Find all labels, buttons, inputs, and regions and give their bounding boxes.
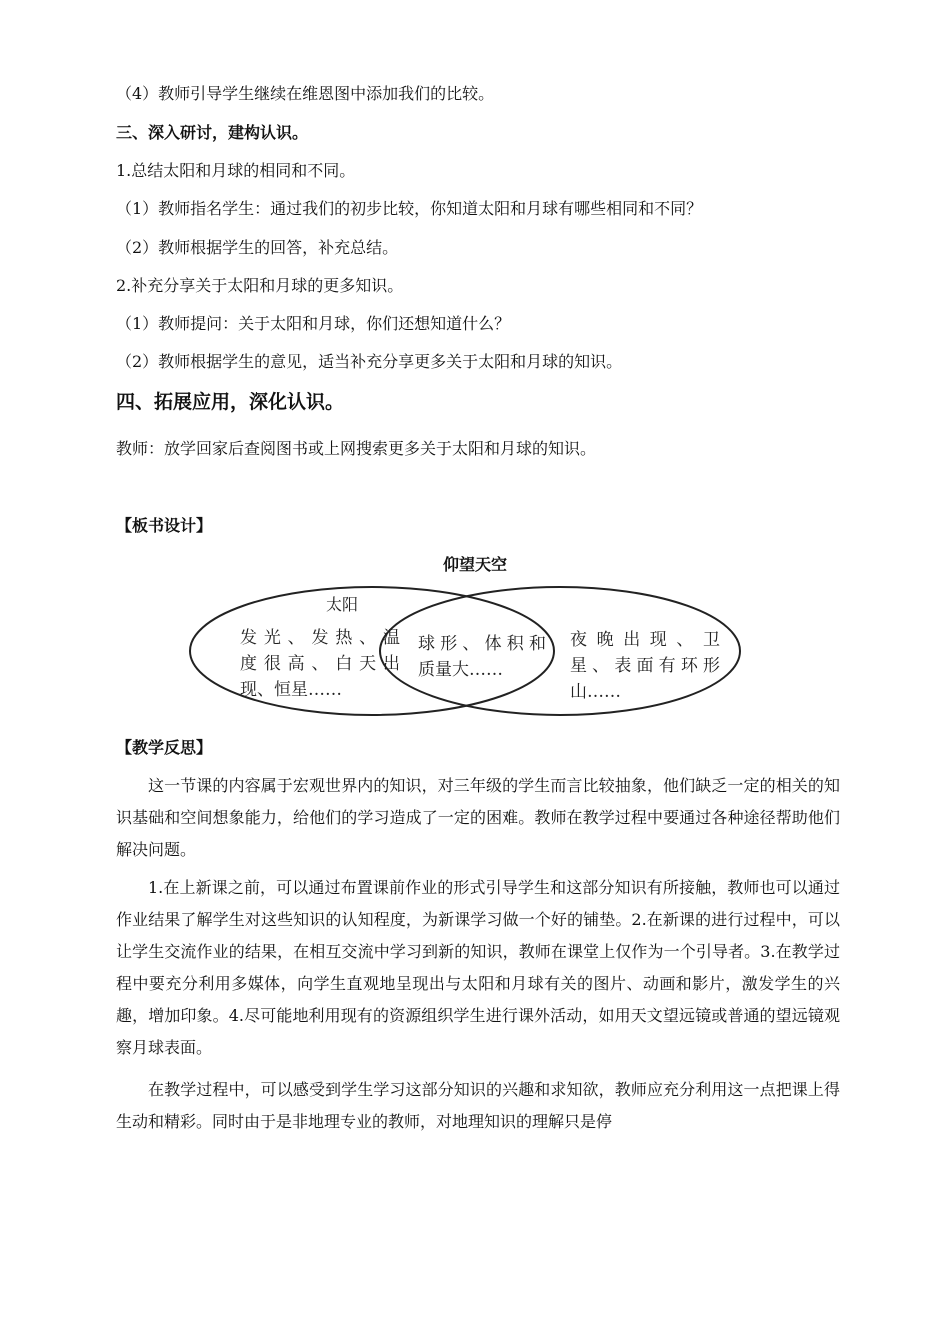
item-1-1-line: （1）教师指名学生：通过我们的初步比较，你知道太阳和月球有哪些相同和不同？ bbox=[116, 199, 703, 218]
item-2-1-line: （1）教师提问：关于太阳和月球，你们还想知道什么？ bbox=[116, 314, 511, 333]
board-title: 仰望天空 bbox=[442, 555, 507, 574]
venn-right-line-2: 星、表面有环形 bbox=[570, 656, 720, 676]
item-1-2-line: （2）教师根据学生的回答，补充总结。 bbox=[116, 238, 399, 257]
venn-right-line-1: 夜晚出现、卫 bbox=[570, 630, 720, 650]
reflection-paragraph-2: 1.在上新课之前，可以通过布置课前作业的形式引导学生和这部分知识有所接触，教师也可以通过作业结果了解学生对这些知识的认知程度，为新课学习做一个好的铺垫。2.在新课的进行过程中，可以让学生交流作业的结果，在相互交流中学习到新的知识，教师在课堂上仅作为一个引导者。3.在教学过程中要充分利用多媒体，向学生直观地呈现出与太阳和月球有关的图片、动画和影片，激发学生的兴趣，增加印象。4.尽可能地利用现有的资源组织学生进行课外活动，如用天文望远镜或普通的望远镜观察月球表面。 bbox=[116, 878, 840, 1057]
reflection-body bbox=[116, 770, 840, 1138]
venn-left-line-1: 发光、发热、温 bbox=[240, 628, 400, 648]
section-three-heading: 三、深入研讨，建构认识。 bbox=[116, 123, 309, 142]
reflection-paragraph-1: 这一节课的内容属于宏观世界内的知识，对三年级的学生而言比较抽象，他们缺乏一定的相关的知识基础和空间想象能力，给他们的学习造成了一定的困难。教师在教学过程中要通过各种途径帮助他们解决问题。 bbox=[116, 776, 840, 859]
venn-left-line-3: 现、恒星…… bbox=[240, 680, 342, 700]
reflection-paragraph-3: 在教学过程中，可以感受到学生学习这部分知识的兴趣和求知欲，教师应充分利用这一点把课上得生动和精彩。同时由于是非地理专业的教师，对地理知识的理解只是停 bbox=[116, 1080, 840, 1131]
venn-diagram bbox=[180, 585, 760, 725]
item-2-2-line: （2）教师根据学生的意见，适当补充分享更多关于太阳和月球的知识。 bbox=[116, 352, 623, 371]
venn-right-line-3: 山…… bbox=[570, 682, 621, 702]
item-2-line: 2.补充分享关于太阳和月球的更多知识。 bbox=[116, 276, 404, 295]
item-1-line: 1.总结太阳和月球的相同和不同。 bbox=[116, 161, 356, 180]
section-four-heading: 四、拓展应用，深化认识。 bbox=[116, 391, 345, 413]
reflection-heading: 【教学反思】 bbox=[116, 738, 213, 757]
step-4-line: （4）教师引导学生继续在维恩图中添加我们的比较。 bbox=[116, 84, 495, 103]
venn-left-label: 太阳 bbox=[326, 595, 359, 614]
venn-middle-line-1: 球形、体积和 bbox=[418, 634, 546, 654]
venn-left-line-2: 度很高、白天出 bbox=[240, 654, 400, 674]
venn-middle-line-2: 质量大…… bbox=[418, 660, 503, 680]
board-design-heading: 【板书设计】 bbox=[116, 516, 213, 535]
homework-line: 教师：放学回家后查阅图书或上网搜索更多关于太阳和月球的知识。 bbox=[116, 439, 597, 458]
